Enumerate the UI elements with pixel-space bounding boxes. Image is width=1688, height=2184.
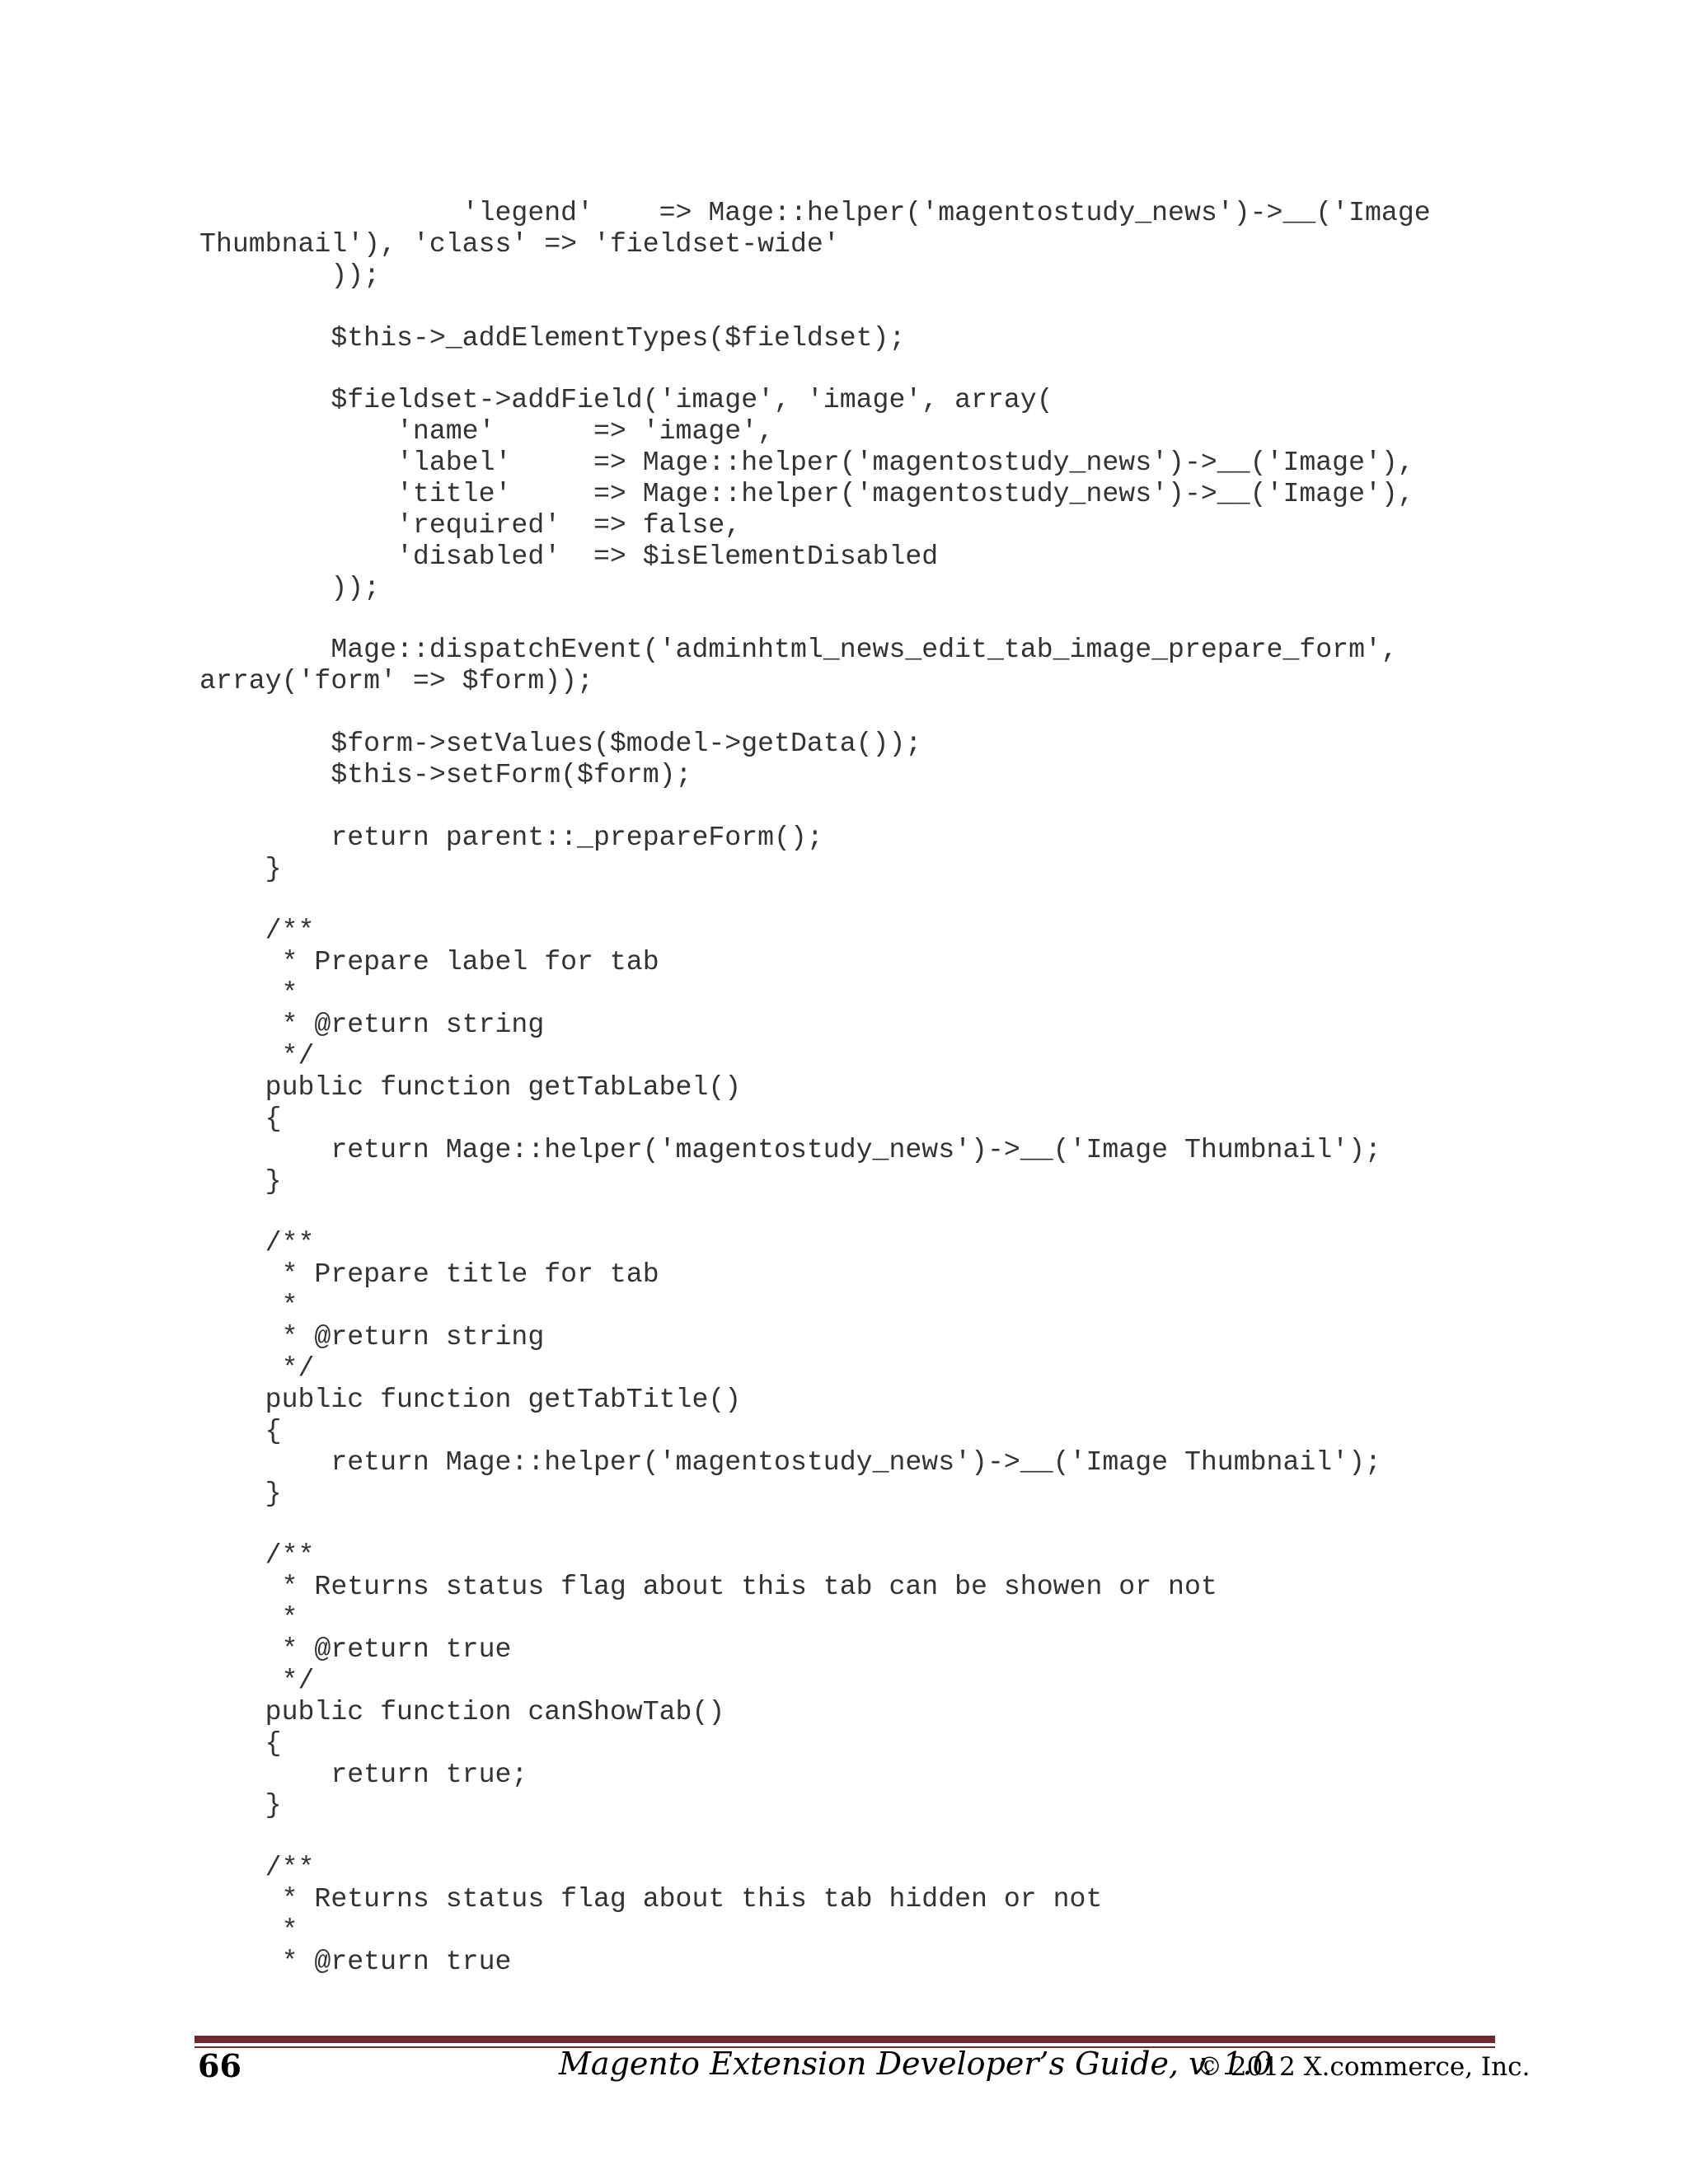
code-line: * Returns status flag about this tab hidden or not	[199, 1883, 1103, 1915]
code-line: 'title' => Mage::helper('magentostudy_news')->__('Image'),	[199, 478, 1414, 510]
code-line: /**	[199, 1852, 315, 1884]
code-line: {	[199, 1727, 282, 1759]
code-line	[199, 1821, 1431, 1853]
code-line: 'required' => false,	[199, 509, 742, 541]
code-line: $this->_addElementTypes($fieldset);	[199, 321, 906, 354]
code-line	[199, 292, 1431, 323]
code-line	[199, 1197, 1431, 1229]
code-line: return Mage::helper('magentostudy_news')->__('Image Thumbnail');	[199, 1133, 1381, 1165]
code-line: array('form' => $form));	[199, 665, 593, 697]
code-line: return Mage::helper('magentostudy_news')->__('Image Thumbnail');	[199, 1446, 1381, 1478]
code-line: */	[199, 1664, 315, 1696]
code-line	[199, 1509, 1431, 1540]
code-line: *	[199, 1290, 298, 1322]
code-line: *	[199, 1602, 298, 1634]
code-line: /**	[199, 1227, 315, 1259]
code-line: }	[199, 1789, 282, 1821]
code-line: * @return true	[199, 1945, 512, 1977]
code-line: */	[199, 1352, 315, 1384]
code-line: 'name' => 'image',	[199, 415, 775, 448]
code-line: * @return string	[199, 1009, 545, 1041]
code-line: 'legend' => Mage::helper('magentostudy_news')->__('Image	[199, 197, 1431, 228]
code-line: {	[199, 1414, 282, 1446]
code-line: */	[199, 1040, 315, 1072]
footer-copyright: © 2012 X.commerce, Inc.	[1197, 2052, 1531, 2082]
footer-book-title: Magento Extension Developer’s Guide, v. 1.0	[559, 2046, 1273, 2082]
code-line: * @return true	[199, 1633, 512, 1665]
code-line: public function getTabLabel()	[199, 1071, 742, 1103]
code-line	[199, 791, 1431, 823]
code-block	[199, 198, 1431, 1978]
code-line: /**	[199, 1540, 315, 1572]
code-line: {	[199, 1102, 282, 1134]
code-line: 'disabled' => $isElementDisabled	[199, 540, 939, 572]
code-line: $form->setValues($model->getData());	[199, 728, 922, 760]
code-line: * @return string	[199, 1321, 545, 1353]
code-line: 'label' => Mage::helper('magentostudy_news')->__('Image'),	[199, 447, 1414, 479]
code-line: Thumbnail'), 'class' => 'fieldset-wide'	[199, 227, 840, 260]
code-line: }	[199, 852, 282, 884]
code-line	[199, 697, 1431, 729]
code-line: ));	[199, 259, 381, 291]
code-line: $fieldset->addField('image', 'image', array(	[199, 384, 1053, 416]
code-line: Mage::dispatchEvent('adminhtml_news_edit_tab_image_prepare_form',	[199, 634, 1398, 666]
footer-rule-thick	[195, 2036, 1495, 2043]
code-line: public function getTabTitle()	[199, 1383, 742, 1415]
code-line: *	[199, 1914, 298, 1946]
code-line: *	[199, 977, 298, 1010]
code-line: }	[199, 1165, 282, 1197]
code-line	[199, 885, 1431, 916]
code-line: $this->setForm($form);	[199, 759, 692, 791]
code-line: return parent::_prepareForm();	[199, 821, 823, 853]
code-line: * Returns status flag about this tab can be showen or not	[199, 1571, 1217, 1603]
code-line: }	[199, 1477, 282, 1509]
code-line	[199, 354, 1431, 385]
code-line: ));	[199, 571, 381, 603]
code-line: public function canShowTab()	[199, 1695, 725, 1727]
code-line: /**	[199, 915, 315, 947]
code-line	[199, 604, 1431, 635]
code-line: * Prepare title for tab	[199, 1258, 659, 1291]
code-line: return true;	[199, 1758, 528, 1790]
footer-page-number: 66	[198, 2047, 241, 2084]
code-line: * Prepare label for tab	[199, 946, 659, 978]
